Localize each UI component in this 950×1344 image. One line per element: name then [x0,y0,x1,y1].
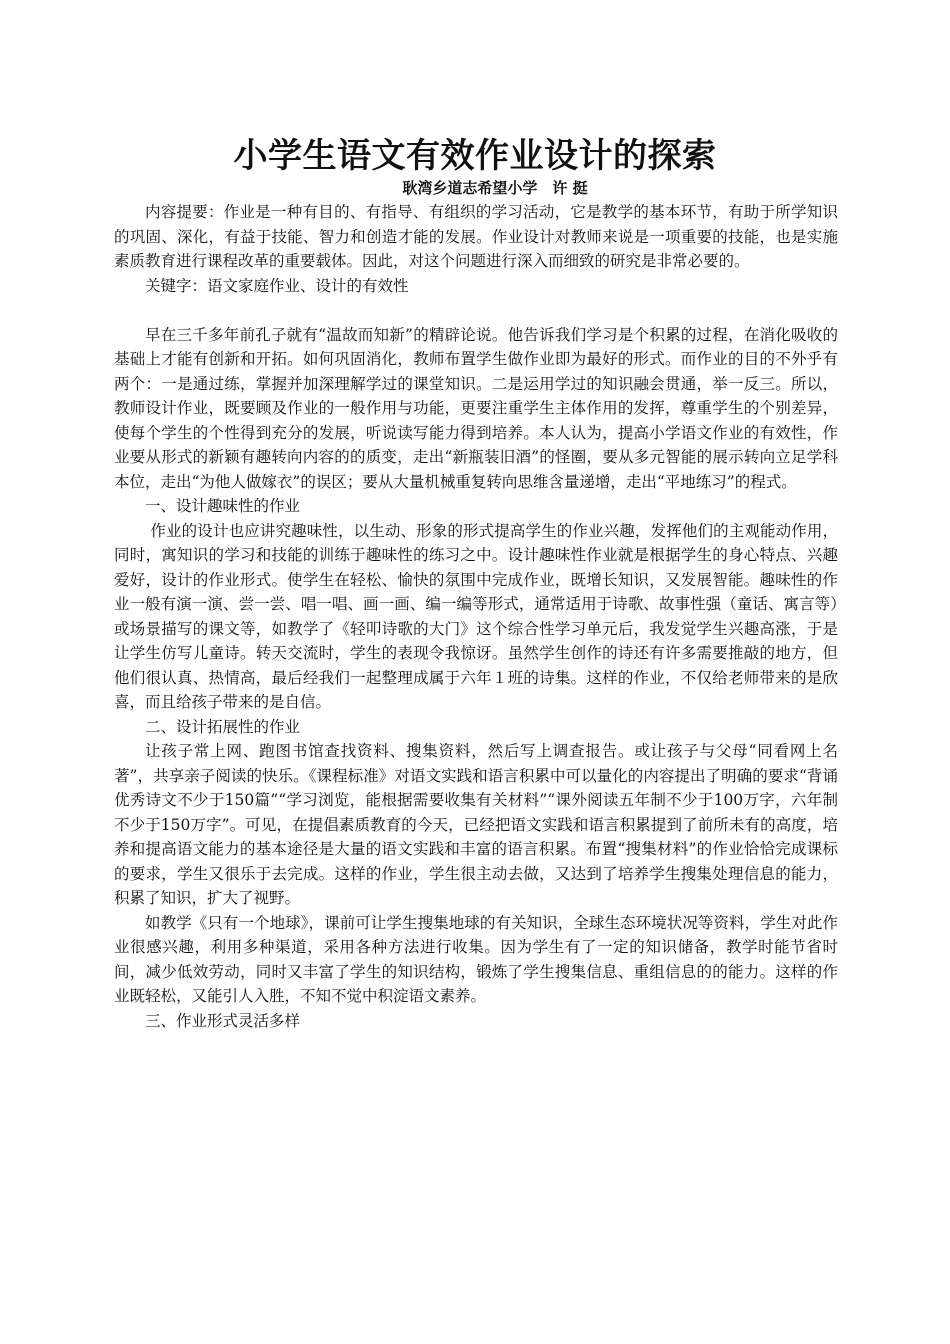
section-heading-2: 二、设计拓展性的作业 [145,717,301,736]
abstract-paragraph: 内容提要：作业是一种有目的、有指导、有组织的学习活动，它是教学的基本环节，有助于所学知识的巩固、深化，有益于技能、智力和创造才能的发展。作业设计对教师来说是一项重要的技能，也是实施素质教育进行课程改革的重要载体。因此，对这个问题进行深入而细致的研究是非常必要的。 [114,203,838,270]
page-title: 小学生语文有效作业设计的探索 [233,136,717,176]
section-heading-1: 一、设计趣味性的作业 [145,497,301,515]
section2-paragraph-1: 让孩子常上网、跑图书馆查找资料、搜集资料，然后写上调查报告。或让孩子与父母“同看网上名著”，共享亲子阅读的快乐。《课程标准》对语文实践和语言积累中可以量化的内容提出了明确的要求“背诵优秀诗文不少于150篇”“学习浏览，能根据需要收集有关材料”“课外阅读五年制不少于100万字，六年制不少于150万字”。可见，在提倡素质教育的今天，已经把语文实践和语言积累提到了前所未有的高度，培养和提高语文能力的基本途径是大量的语文实践和丰富的语言积累。布置“搜集材料”的作业恰恰完成课标的要求，学生又很乐于去完成。这样的作业，学生很主动去做，又达到了培养学生搜集处理信息的能力，积累了知识，扩大了视野。 [114,742,838,907]
blank-line [114,298,838,323]
section-heading-3: 三、作业形式灵活多样 [145,1011,301,1030]
article-body [114,200,838,1033]
intro-paragraph: 早在三千多年前孔子就有“温故而知新”的精辟论说。他告诉我们学习是个积累的过程，在消化吸收的基础上才能有创新和开拓。如何巩固消化，教师布置学生做作业即为最好的形式。而作业的目的不外乎有两个：一是通过练，掌握并加深理解学过的课堂知识。二是运用学过的知识融会贯通，举一反三。所以，教师设计作业，既要顾及作业的一般作用与功能，更要注重学生主体作用的发挥，尊重学生的个别差异，使每个学生的个性得到充分的发展，听说读写能力得到培养。本人认为，提高小学语文作业的有效性，作业要从形式的新颖有趣转向内容的的质变，走出“新瓶装旧酒”的怪圈，要从多元智能的展示转向立足学科本位，走出“为他人做嫁衣”的误区；要从大量机械重复转向思维含量递增，走出“平地练习”的程式。 [114,325,838,491]
section2-paragraph-2: 如教学《只有一个地球》，课前可让学生搜集地球的有关知识，全球生态环境状况等资料，学生对此作业很感兴趣，利用多种渠道，采用各种方法进行收集。因为学生有了一定的知识储备，教学时能节省时间，减少低效劳动，同时又丰富了学生的知识结构，锻炼了学生搜集信息、重组信息的的能力。这样的作业既轻松，又能引人入胜，不知不觉中积淀语文素养。 [114,913,838,1005]
author-byline: 耿湾乡道志希望小学 许 挺 [402,179,588,197]
keywords-line: 关键字：语文家庭作业、设计的有效性 [145,276,409,295]
section1-paragraph: 作业的设计也应讲究趣味性，以生动、形象的形式提高学生的作业兴趣，发挥他们的主观能动作用，同时，寓知识的学习和技能的训练于趣味性的练习之中。设计趣味性作业就是根据学生的身心特点、兴趣爱好，设计的作业形式。使学生在轻松、愉快的氛围中完成作业，既增长知识，又发展智能。趣味性的作业一般有演一演、尝一尝、唱一唱、画一画、编一编等形式，通常适用于诗歌、故事性强（童话、寓言等）或场景描写的课文等，如教学了《轻叩诗歌的大门》这个综合性学习单元后，我发觉学生兴趣高涨，于是让学生仿写儿童诗。转天交流时，学生的表现令我惊讶。虽然学生创作的诗还有许多需要推敲的地方，但他们很认真、热情高，最后经我们一起整理成属于六年１班的诗集。这样的作业，不仅给老师带来的是欣喜，而且给孩子带来的是自信。 [114,521,838,711]
